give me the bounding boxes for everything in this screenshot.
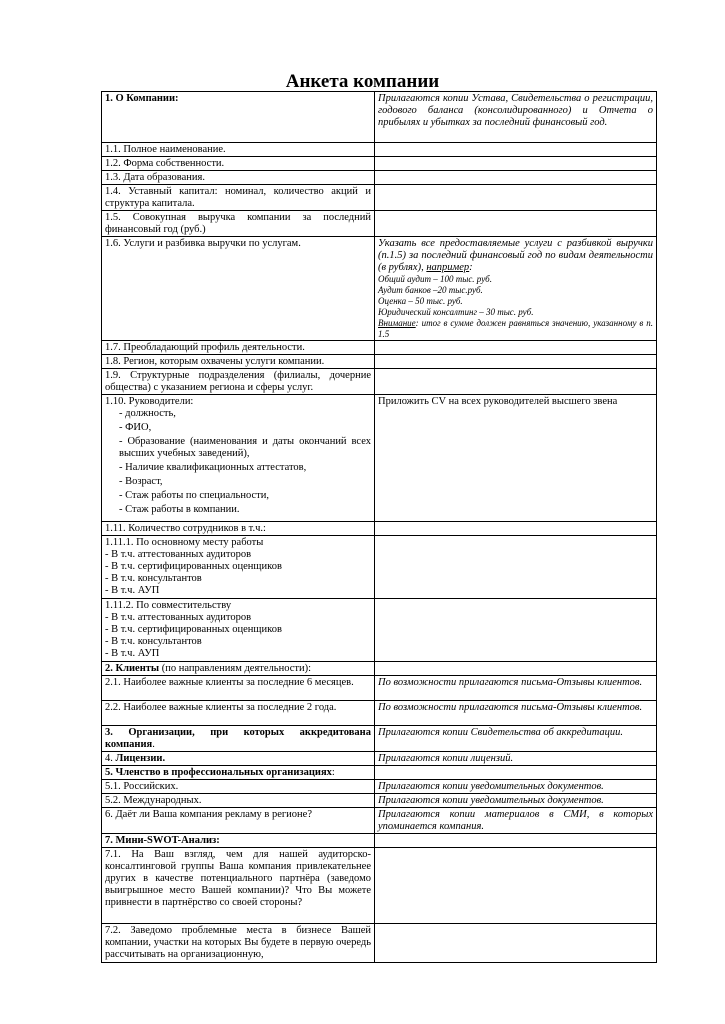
table-row <box>102 522 657 536</box>
table-row <box>102 211 657 237</box>
example-item: Юридический консалтинг – 30 тыс. руб. <box>378 307 534 317</box>
section-3-heading: 3. Организации, при которых аккредитована компания. <box>102 726 375 752</box>
attention-label: Внимание <box>378 318 416 328</box>
answer-cell[interactable] <box>375 522 657 536</box>
table-row <box>102 834 657 848</box>
list-item: - В т.ч. АУП <box>105 648 160 659</box>
row-label: 1.11. Количество сотрудников в т.ч.: <box>102 522 375 536</box>
row-label: 6. Даёт ли Ваша компания рекламу в регионе? <box>102 808 375 834</box>
row-label: 1.3. Дата образования. <box>102 171 375 185</box>
answer-cell[interactable] <box>375 924 657 963</box>
row-label: 7.1. На Ваш взгляд, чем для нашей аудиторско-консалтинговой группы Ваша компания привлекательнее других в качестве потенциального партнёра (заведомо выигрышное место Вашей компании)? Что Вы можете привнести в партнёрство со своей стороны? <box>102 848 375 924</box>
table-row <box>102 395 657 522</box>
answer-cell[interactable] <box>375 211 657 237</box>
services-intro: Указать все предоставляемые услуги с разбивкой выручки (п.1.5) за последний финансовый год по видам деятельности (в рублях), <box>378 238 653 273</box>
row-label: 5.2. Международных. <box>102 794 375 808</box>
table-row <box>102 780 657 794</box>
section-7-heading: 7. Мини-SWOT-Анализ: <box>102 834 375 848</box>
row-note: По возможности прилагаются письма-Отзывы клиентов. <box>375 701 657 726</box>
row-label: 1.5. Совокупная выручка компании за последний финансовый год (руб.) <box>102 211 375 237</box>
row-label: 1.6. Услуги и разбивка выручки по услугам. <box>102 237 375 341</box>
staff-part-time-cell <box>102 599 375 662</box>
row-label: 1.9. Структурные подразделения (филиалы, дочерние общества) с указанием региона и сферы услуг. <box>102 369 375 395</box>
table-row <box>102 794 657 808</box>
section-5-heading: 5. Членство в профессиональных организациях: <box>102 766 375 780</box>
row-label: 2.2. Наиболее важные клиенты за последние 2 года. <box>102 701 375 726</box>
row-label: 1.10. Руководители: <box>105 396 194 407</box>
list-item: - В т.ч. аттестованных аудиторов <box>105 612 252 623</box>
list-item: 1.11.1. По основному месту работы <box>105 537 264 548</box>
list-item: - должность, <box>119 408 176 419</box>
table-row <box>102 171 657 185</box>
list-item: - ФИО, <box>119 422 152 433</box>
list-item: - Возраст, <box>119 476 163 487</box>
list-item: - В т.ч. консультантов <box>105 573 202 584</box>
services-note: Указать все предоставляемые услуги с разбивкой выручки (п.1.5) за последний финансовый год по видам деятельности (в рублях), например: Общий аудит – 100 тыс. руб. Аудит банков –20 тыс.руб. Оценка – 50 тыс. руб. Юридический консалтинг – 30 тыс. руб. Внимание: итог в сумме должен равняться значению, указанному в п. 1.5 <box>375 237 657 341</box>
list-item: - Наличие квалификационных аттестатов, <box>119 462 307 473</box>
example-item: Общий аудит – 100 тыс. руб. <box>378 274 492 284</box>
answer-cell[interactable] <box>375 355 657 369</box>
table-row <box>102 157 657 171</box>
table-row <box>102 726 657 752</box>
row-note: Прилагаются копии лицензий. <box>375 752 657 766</box>
answer-cell[interactable] <box>375 143 657 157</box>
list-item: 1.11.2. По совместительству <box>105 600 232 611</box>
table-row <box>102 752 657 766</box>
row-label: 1.1. Полное наименование. <box>102 143 375 157</box>
row-label: 1.8. Регион, которым охвачены услуги компании. <box>102 355 375 369</box>
answer-cell[interactable] <box>375 662 657 676</box>
table-row <box>102 369 657 395</box>
row-label: 2.1. Наиболее важные клиенты за последние 6 месяцев. <box>102 676 375 701</box>
table-row <box>102 185 657 211</box>
managers-cell <box>102 395 375 522</box>
answer-cell[interactable] <box>375 157 657 171</box>
list-item: - В т.ч. аттестованных аудиторов <box>105 549 252 560</box>
row-note: Прилагаются копии материалов в СМИ, в которых упоминается компания. <box>375 808 657 834</box>
section-4-heading: 4. Лицензии. <box>102 752 375 766</box>
answer-cell[interactable] <box>375 185 657 211</box>
page-title: Анкета компании <box>285 71 440 92</box>
example-item: Аудит банков –20 тыс.руб. <box>378 285 483 295</box>
table-row <box>102 808 657 834</box>
list-item: - В т.ч. АУП <box>105 585 160 596</box>
answer-cell[interactable] <box>375 171 657 185</box>
row-label: 1.7. Преобладающий профиль деятельности. <box>102 341 375 355</box>
table-row <box>102 662 657 676</box>
attention-text: : итог в сумме должен равняться значению, указанному в п. 1.5 <box>378 318 653 339</box>
example-label: например <box>426 262 470 273</box>
row-note: По возможности прилагаются письма-Отзывы клиентов. <box>375 676 657 701</box>
staff-main-cell <box>102 536 375 599</box>
table-row <box>102 92 657 143</box>
section-1-note: Прилагаются копии Устава, Свидетельства о регистрации, годового баланса (консолидированного) и Отчета о прибылях и убытках за последний финансовый год. <box>375 92 657 143</box>
list-item: - В т.ч. сертифицированных оценщиков <box>105 561 282 572</box>
table-row <box>102 355 657 369</box>
section-1-heading: 1. О Компании: <box>102 92 375 143</box>
table-row <box>102 848 657 924</box>
table-row <box>102 143 657 157</box>
row-note: Прилагаются копии уведомительных документов. <box>375 794 657 808</box>
row-note: Прилагаются копии уведомительных документов. <box>375 780 657 794</box>
cv-note: Приложить CV на всех руководителей высшего звена <box>375 395 657 522</box>
table-row <box>102 536 657 599</box>
table-row <box>102 766 657 780</box>
row-label: 5.1. Российских. <box>102 780 375 794</box>
answer-cell[interactable] <box>375 834 657 848</box>
answer-cell[interactable] <box>375 848 657 924</box>
answer-cell[interactable] <box>375 766 657 780</box>
row-label: 7.2. Заведомо проблемные места в бизнесе Вашей компании, участки на которых Вы будете в первую очередь рассчитывать на организационную, <box>102 924 375 963</box>
row-label: 1.2. Форма собственности. <box>102 157 375 171</box>
list-item: - Образование (наименования и даты окончаний всех высших учебных заведений), <box>119 436 371 459</box>
list-item: - Стаж работы в компании. <box>119 504 240 515</box>
answer-cell[interactable] <box>375 599 657 662</box>
table-row <box>102 237 657 341</box>
company-questionnaire-table <box>101 91 657 963</box>
list-item: - Стаж работы по специальности, <box>119 490 269 501</box>
table-row <box>102 341 657 355</box>
answer-cell[interactable] <box>375 369 657 395</box>
section-2-heading: 2. Клиенты (по направлениям деятельности): <box>102 662 375 676</box>
list-item: - В т.ч. сертифицированных оценщиков <box>105 624 282 635</box>
example-item: Оценка – 50 тыс. руб. <box>378 296 463 306</box>
table-row <box>102 676 657 701</box>
row-label: 1.4. Уставный капитал: номинал, количество акций и структура капитала. <box>102 185 375 211</box>
list-item: - В т.ч. консультантов <box>105 636 202 647</box>
table-row <box>102 701 657 726</box>
answer-cell[interactable] <box>375 536 657 599</box>
row-note: Прилагаются копии Свидетельства об аккредитации. <box>375 726 657 752</box>
table-row <box>102 599 657 662</box>
table-row <box>102 924 657 963</box>
answer-cell[interactable] <box>375 341 657 355</box>
